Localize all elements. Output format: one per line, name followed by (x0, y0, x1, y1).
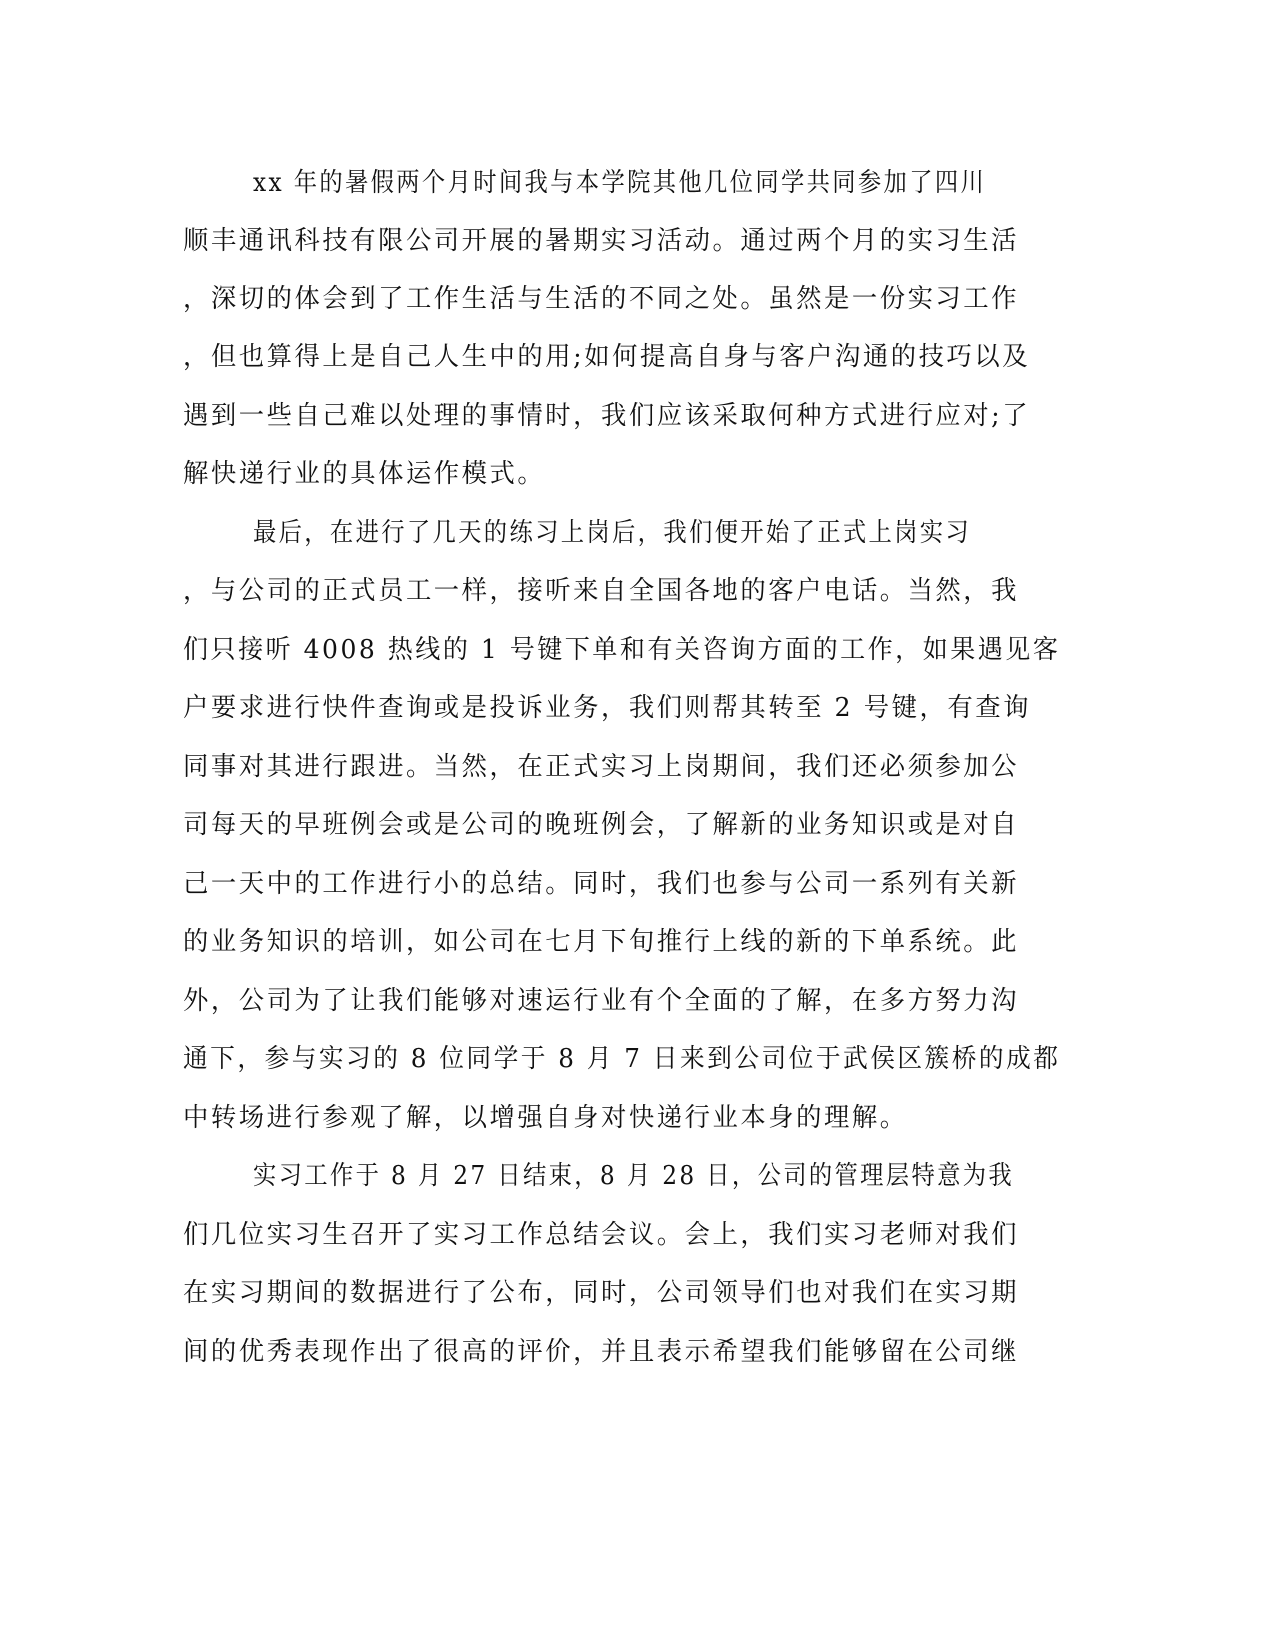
text-line-12: 司每天的早班例会或是公司的晚班例会，了解新的业务知识或是对自 (183, 810, 1020, 840)
text-line-19: 们几位实习生召开了实习工作总结会议。会上，我们实习老师对我们 (183, 1220, 1020, 1250)
text-line-4: ，但也算得上是自己人生中的用;如何提高自身与客户沟通的技巧以及 (183, 342, 1031, 372)
text-line-20: 在实习期间的数据进行了公布，同时，公司领导们也对我们在实习期 (183, 1278, 1020, 1308)
text-line-3: ，深切的体会到了工作生活与生活的不同之处。虽然是一份实习工作 (183, 284, 1020, 314)
text-line-10: 户要求进行快件查询或是投诉业务，我们则帮其转至 2 号键，有查询 (183, 693, 1032, 723)
text-line-2: 顺丰通讯科技有限公司开展的暑期实习活动。通过两个月的实习生活 (183, 226, 1020, 256)
text-line-9: 们只接听 4008 热线的 1 号键下单和有关咨询方面的工作，如果遇见客 (183, 635, 1061, 665)
text-line-15: 外，公司为了让我们能够对速运行业有个全面的了解，在多方努力沟 (183, 986, 1020, 1016)
text-line-11: 同事对其进行跟进。当然，在正式实习上岗期间，我们还必须参加公 (183, 752, 1020, 782)
text-line-1: xx 年的暑假两个月时间我与本学院其他几位同学共同参加了四川 (253, 168, 987, 198)
text-line-17: 中转场进行参观了解，以增强自身对快递行业本身的理解。 (183, 1103, 908, 1133)
text-line-13: 己一天中的工作进行小的总结。同时，我们也参与公司一系列有关新 (183, 869, 1020, 899)
text-line-21: 间的优秀表现作出了很高的评价，并且表示希望我们能够留在公司继 (183, 1337, 1020, 1367)
text-line-8: ，与公司的正式员工一样，接听来自全国各地的客户电话。当然，我 (183, 576, 1020, 606)
text-line-5: 遇到一些自己难以处理的事情时，我们应该采取何种方式进行应对;了 (183, 401, 1031, 431)
text-line-18: 实习工作于 8 月 27 日结束，8 月 28 日，公司的管理层特意为我 (253, 1161, 1015, 1191)
text-line-14: 的业务知识的培训，如公司在七月下旬推行上线的新的下单系统。此 (183, 927, 1020, 957)
text-line-7: 最后，在进行了几天的练习上岗后，我们便开始了正式上岗实习 (253, 518, 972, 548)
text-line-6: 解快递行业的具体运作模式。 (183, 459, 546, 489)
text-line-16: 通下，参与实习的 8 位同学于 8 月 7 日来到公司位于武侯区簇桥的成都 (183, 1044, 1061, 1074)
